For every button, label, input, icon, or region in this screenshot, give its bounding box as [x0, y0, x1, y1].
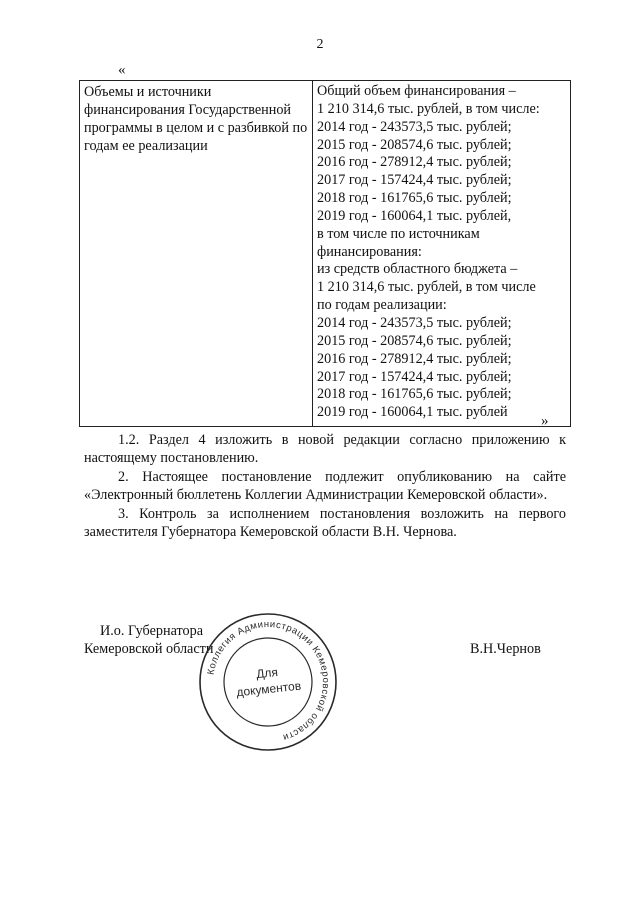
funding-line: 2015 год - 208574,6 тыс. рублей; [317, 136, 512, 153]
funding-line: 2017 год - 157424,4 тыс. рублей; [317, 172, 512, 189]
funding-line: 2017 год - 157424,4 тыс. рублей; [317, 368, 512, 385]
funding-line: финансирования: [317, 243, 422, 260]
funding-line: 2014 год - 243573,5 тыс. рублей; [317, 314, 512, 331]
paragraph-3: 3. Контроль за исполнением постановления возложить на первого заместителя Губернатора Кемеровской области В.Н. Чернова. [84, 506, 566, 540]
funding-details-cell [313, 81, 571, 427]
signer-region: Кемеровской области [84, 641, 214, 657]
paragraph-2: 2. Настоящее постановление подлежит опубликованию на сайте «Электронный бюллетень Коллегии Администрации Кемеровской области». [84, 469, 566, 503]
funding-line: по годам реализации: [317, 297, 447, 314]
funding-line: в том числе по источникам [317, 225, 480, 242]
stamp-center-line-1: Для [255, 664, 279, 682]
closing-quote: » [541, 413, 549, 429]
resolution-paragraphs [84, 432, 566, 543]
funding-line: 2015 год - 208574,6 тыс. рублей; [317, 332, 512, 349]
funding-table [79, 80, 571, 427]
table-row [80, 81, 571, 427]
funding-line: из средств областного бюджета – [317, 261, 518, 278]
page-number: 2 [316, 37, 324, 52]
signer-title: И.о. Губернатора [100, 623, 203, 639]
stamp-ring-text: Коллегия Администрации Кемеровской области [205, 618, 332, 743]
funding-line: 2019 год - 160064,1 тыс. рублей [317, 404, 508, 421]
funding-line: 2016 год - 278912,4 тыс. рублей; [317, 350, 512, 367]
funding-line: 2014 год - 243573,5 тыс. рублей; [317, 118, 512, 135]
funding-line: 1 210 314,6 тыс. рублей, в том числе: [317, 100, 540, 117]
stamp-center-line-2: документов [235, 678, 302, 700]
funding-line: 2018 год - 161765,6 тыс. рублей; [317, 386, 512, 403]
funding-label-cell: Объемы и источники финансирования Государственной программы в целом и с разбивкой по годам ее реализации [80, 81, 313, 427]
funding-line: 2018 год - 161765,6 тыс. рублей; [317, 190, 512, 207]
opening-quote: « [118, 62, 126, 78]
paragraph-1-2: 1.2. Раздел 4 изложить в новой редакции согласно приложению к настоящему постановлению. [84, 432, 566, 466]
funding-line: 1 210 314,6 тыс. рублей, в том числе [317, 279, 536, 296]
funding-line: Общий объем финансирования – [317, 83, 516, 99]
signer-name: В.Н.Чернов [470, 641, 541, 657]
official-stamp [197, 611, 339, 753]
funding-line: 2019 год - 160064,1 тыс. рублей, [317, 207, 512, 224]
funding-line: 2016 год - 278912,4 тыс. рублей; [317, 154, 512, 171]
